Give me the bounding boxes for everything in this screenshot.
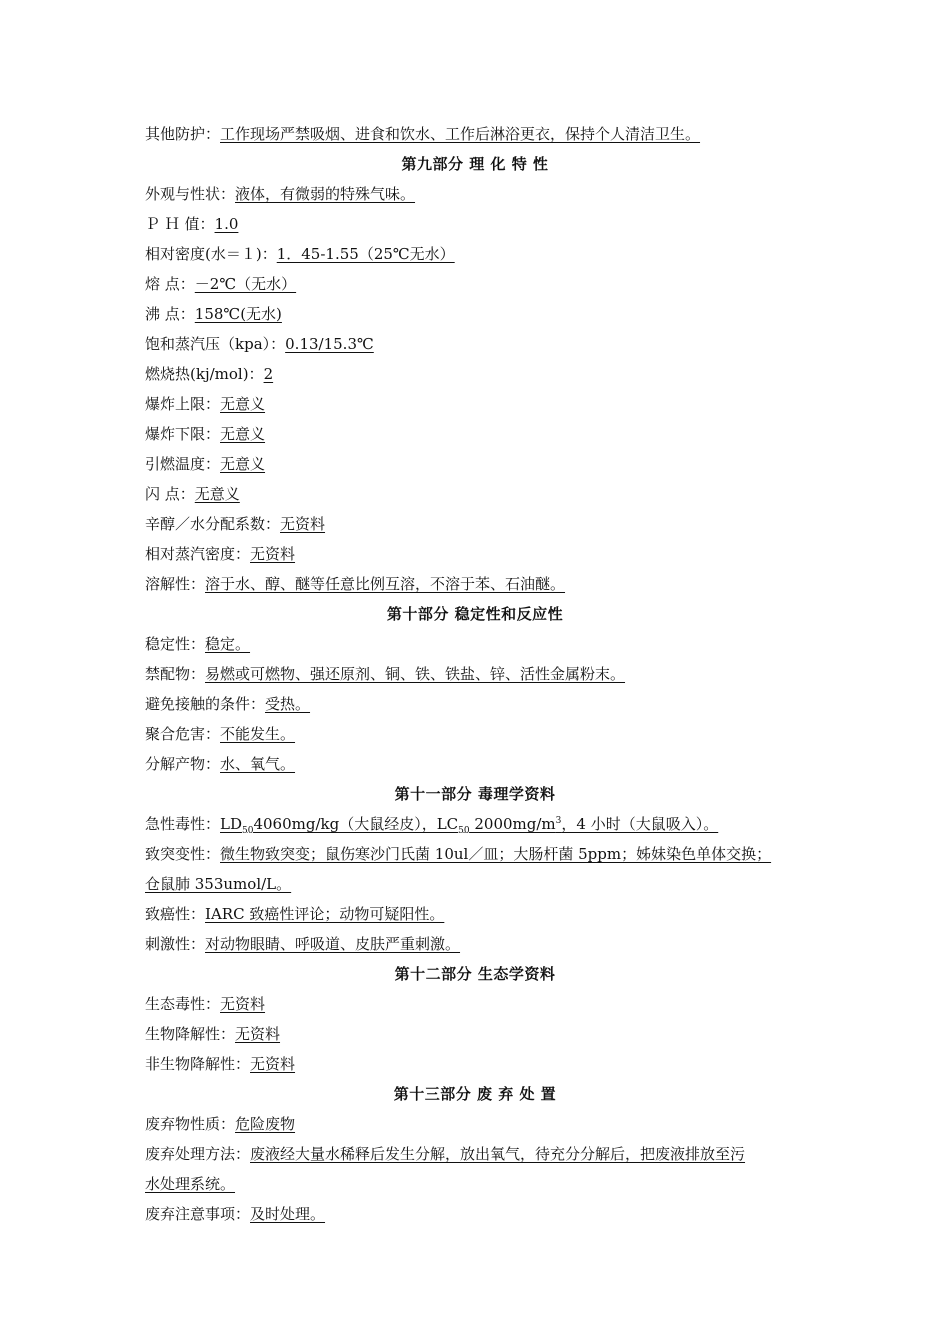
acute-tail-text: ，4 小时（大鼠吸入）。 — [561, 815, 719, 833]
field-value: 无资料 — [220, 995, 266, 1013]
combustion-heat-row — [145, 363, 825, 385]
field-value: 158℃(无水) — [194, 305, 282, 323]
biodegradability-row — [145, 1023, 825, 1045]
field-value: 废液经大量水稀释后发生分解，放出氧气，待充分分解后，把废液排放至污 — [250, 1145, 746, 1163]
field-label: 致突变性： — [145, 845, 221, 863]
field-label: 稳定性： — [145, 635, 206, 653]
avoid-conditions-row — [145, 693, 825, 715]
field-value: 无资料 — [250, 545, 296, 563]
field-label: 刺激性： — [145, 935, 206, 953]
field-value: 2 — [263, 365, 274, 383]
field-label: 废弃注意事项： — [145, 1205, 251, 1223]
field-value — [220, 815, 719, 836]
flash-point-row — [145, 483, 825, 505]
field-value: 仓鼠肺 353umol/L。 — [145, 875, 292, 893]
decomposition-row — [145, 753, 825, 775]
vapor-pressure-row — [145, 333, 825, 355]
boiling-point-row — [145, 303, 825, 325]
field-value: 溶于水、醇、醚等任意比例互溶，不溶于苯、石油醚。 — [205, 575, 566, 593]
field-value: 0.13/15.3℃ — [285, 335, 374, 353]
field-value: 1.0 — [214, 215, 239, 233]
field-label: 聚合危害： — [145, 725, 221, 743]
acute-toxicity-row — [145, 813, 825, 835]
field-value: 工作现场严禁吸烟、进食和饮水、工作后淋浴更衣，保持个人清洁卫生。 — [220, 125, 701, 143]
field-label: 致癌性： — [145, 905, 206, 923]
field-value: 无意义 — [194, 485, 240, 503]
field-value: 危险废物 — [235, 1115, 296, 1133]
field-label: 爆炸上限： — [145, 395, 221, 413]
field-value: 液体，有微弱的特殊气味。 — [235, 185, 416, 203]
lc-subscript: 50 — [458, 826, 470, 836]
solubility-row — [145, 573, 825, 595]
unit-superscript: 3 — [555, 816, 562, 826]
field-value: －2℃（无水） — [194, 275, 297, 293]
field-value: 无意义 — [220, 455, 266, 473]
ld-text: LD — [220, 815, 243, 833]
field-label: 废弃物性质： — [145, 1115, 236, 1133]
field-label: 饱和蒸汽压（kpa）： — [145, 335, 286, 353]
field-value: 稳定。 — [205, 635, 251, 653]
ignition-temp-row — [145, 453, 825, 475]
field-label: 爆炸下限： — [145, 425, 221, 443]
field-value: 1．45-1.55（25℃无水） — [276, 245, 455, 263]
field-label: 闪 点： — [145, 485, 195, 503]
field-label: 沸 点： — [145, 305, 195, 323]
section-heading-10: 第十部分 稳定性和反应性 — [386, 605, 564, 623]
mutagenicity-row-continued — [145, 873, 825, 895]
disposal-method-row-continued — [145, 1173, 825, 1195]
field-value: IARC 致癌性评论；动物可疑阳性。 — [205, 905, 445, 923]
polymerization-row — [145, 723, 825, 745]
section-heading-13: 第十三部分 废 弃 处 置 — [393, 1085, 557, 1103]
field-label: 非生物降解性： — [145, 1055, 251, 1073]
disposal-notice-row — [145, 1203, 825, 1225]
disposal-method-row — [145, 1143, 825, 1165]
field-label: 溶解性： — [145, 575, 206, 593]
field-label: 分解产物： — [145, 755, 221, 773]
abiotic-degradation-row — [145, 1053, 825, 1075]
field-value: 微生物致突变；鼠伤寒沙门氏菌 10ul／皿；大肠杆菌 5ppm；姊妹染色单体交换； — [220, 845, 772, 863]
field-label: 外观与性状： — [145, 185, 236, 203]
field-value: 无资料 — [235, 1025, 281, 1043]
field-label: 生物降解性： — [145, 1025, 236, 1043]
field-value: 不能发生。 — [220, 725, 296, 743]
field-label: Ｐ Ｈ 值： — [145, 215, 215, 233]
other-protection-row — [145, 123, 825, 145]
section-heading-11: 第十一部分 毒理学资料 — [394, 785, 556, 803]
explosion-lower-row — [145, 423, 825, 445]
ld-rest-text: 4060mg/kg（大鼠经皮），LC — [253, 815, 459, 833]
field-value: 水处理系统。 — [145, 1175, 236, 1193]
vapor-density-row — [145, 543, 825, 565]
field-value: 无资料 — [280, 515, 326, 533]
ecotoxicity-row — [145, 993, 825, 1015]
irritation-row — [145, 933, 825, 955]
melting-point-row — [145, 273, 825, 295]
field-value: 对动物眼睛、呼吸道、皮肤严重刺激。 — [205, 935, 461, 953]
section-heading-9: 第九部分 理 化 特 性 — [401, 155, 549, 173]
mutagenicity-row — [145, 843, 825, 865]
field-label: 禁配物： — [145, 665, 206, 683]
field-value: 受热。 — [265, 695, 311, 713]
field-value: 无意义 — [220, 425, 266, 443]
stability-row — [145, 633, 825, 655]
field-label: 辛醇／水分配系数： — [145, 515, 281, 533]
field-value: 及时处理。 — [250, 1205, 326, 1223]
field-label: 相对密度(水＝１)： — [145, 245, 277, 263]
field-value: 无资料 — [250, 1055, 296, 1073]
section-heading-12: 第十二部分 生态学资料 — [394, 965, 556, 983]
field-value: 易燃或可燃物、强还原剂、铜、铁、铁盐、锌、活性金属粉末。 — [205, 665, 626, 683]
explosion-upper-row — [145, 393, 825, 415]
field-value: 水、氧气。 — [220, 755, 296, 773]
field-value: 无意义 — [220, 395, 266, 413]
field-label: 引燃温度： — [145, 455, 221, 473]
field-label: 熔 点： — [145, 275, 195, 293]
field-label: 相对蒸汽密度： — [145, 545, 251, 563]
incompatible-row — [145, 663, 825, 685]
lc-rest-text: 2000mg/m — [469, 815, 556, 833]
field-label: 急性毒性： — [145, 815, 221, 833]
field-label: 生态毒性： — [145, 995, 221, 1013]
field-label: 废弃处理方法： — [145, 1145, 251, 1163]
density-row — [145, 243, 825, 265]
partition-coefficient-row — [145, 513, 825, 535]
waste-nature-row — [145, 1113, 825, 1135]
ld-subscript: 50 — [242, 826, 254, 836]
field-label: 其他防护： — [145, 125, 221, 143]
appearance-row — [145, 183, 825, 205]
ph-row — [145, 213, 825, 235]
field-label: 避免接触的条件： — [145, 695, 266, 713]
field-label: 燃烧热(kj/mol)： — [145, 365, 264, 383]
carcinogenicity-row — [145, 903, 825, 925]
